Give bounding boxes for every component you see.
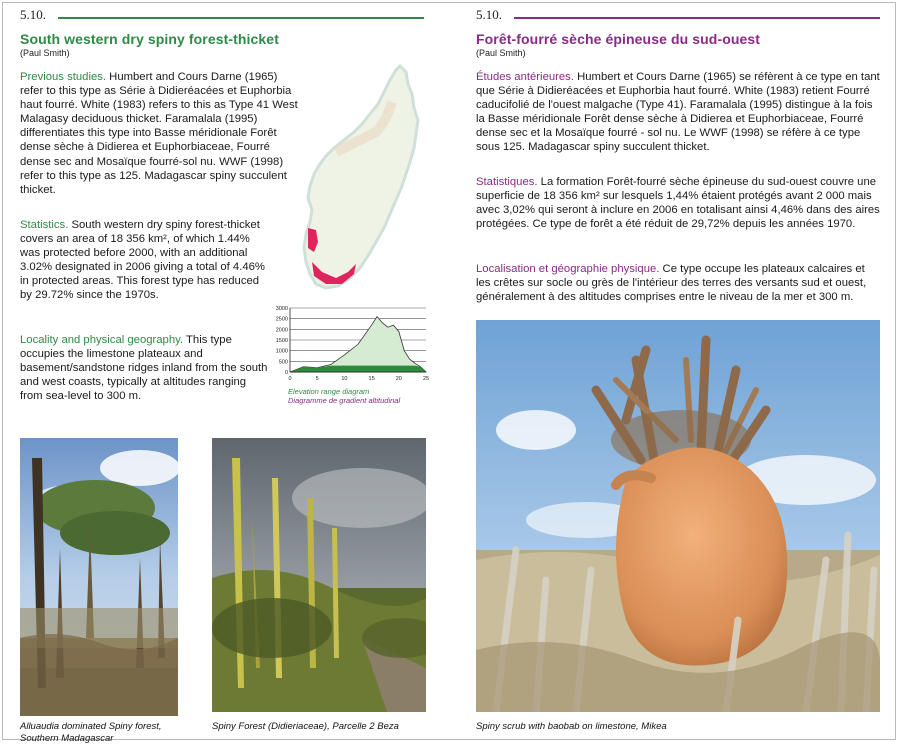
left-statistics xyxy=(20,218,272,303)
left-title: South western dry spiny forest-thicket xyxy=(20,31,279,47)
right-statistics-heading: Statistiques. xyxy=(476,176,538,188)
right-locality-text: Ce type occupe les plateaux calcaires et les crêtes sur socle ou grès de l'intérieur des terres des versants sud et ouest, généralement à des altitudes comprises entre le niveau de la mer et 300 m. xyxy=(476,263,867,304)
caption-photo-baobab: Spiny scrub with baobab on limestone, Mikea xyxy=(476,721,667,732)
y-tick-label: 0 xyxy=(284,370,288,376)
y-tick-label: 2000 xyxy=(275,327,288,334)
right-header-rule xyxy=(514,17,880,19)
forest-range-area xyxy=(290,366,426,372)
x-tick-label: 25 xyxy=(422,376,430,382)
x-tick-label: 0 xyxy=(288,376,292,382)
right-locality-heading: Localisation et géographie physique. xyxy=(476,263,660,275)
photo-baobab-mikea xyxy=(476,320,880,712)
x-tick-label: 20 xyxy=(395,376,402,382)
right-title: Forêt-fourré sèche épineuse du sud-ouest xyxy=(476,31,761,47)
left-locality xyxy=(20,333,268,403)
y-tick-label: 2500 xyxy=(275,316,288,323)
x-tick-label: 15 xyxy=(368,376,375,382)
left-previous-text: Humbert and Cours Darne (1965) refer to this type as Série à Didieréacées et Euphorbia haut fourré. White (1983) refers to this as Type 41 West Malagasy deciduous thicket. Faramalala (1995) differentiates this type into Basse méridionale Forêt dense sèche à Didierea et Euphorbiaceae, Fourré dense sec and Mosaïque fourré-sol nu. WWF (1998) refer to this type as 125. Madagascar spiny succulent thicket. xyxy=(20,71,298,196)
right-previous-text: Humbert et Cours Darne (1965) se réfèrent à ce type en tant que Série à Didieréacées et Euphorbia haut fourré. White (1983) retient Fourré caducifolié de l'ouest malgache (Type 41). Faramalala (1995) distingue à la fois la Basse méridionale Forêt dense sèche à Didierea et Euphorbiaceae, Fourré dense sec et la Mosaïque fourré - sol nu. Le WWF (1998) se réfère à ce type sous 125. Madagascar spiny succulent thicket. xyxy=(476,71,880,154)
left-header-rule xyxy=(58,17,424,19)
right-previous-heading: Études antérieures. xyxy=(476,71,574,83)
left-locality-text: This type occupies the limestone plateaux and basement/sandstone ridges inland from the south and west coasts, typically at altitudes ranging from sea-level to 300 m. xyxy=(20,334,268,403)
right-statistics-text: La formation Forêt-fourré sèche épineuse du sud-ouest couvre une superficie de 18 356 km² sur lesquels 1,44% étaient protégés avant 2 000 mais avec 3,02% qui seront à inclure en 2006 en totalisant ainsi 4,46% dans des aires protégées. Ce type de forêt a été réduit de 29,72% depuis les années 1970. xyxy=(476,176,880,231)
photo-alluaudia-forest xyxy=(20,438,178,716)
x-tick-label: 10 xyxy=(341,376,348,382)
left-previous-heading: Previous studies. xyxy=(20,71,107,83)
right-statistics xyxy=(476,175,880,231)
x-tick-label: 5 xyxy=(315,376,319,382)
madagascar-map xyxy=(296,62,426,298)
left-previous-studies xyxy=(20,70,298,197)
caption-photo-alluaudia-line2: Southern Madagascar xyxy=(20,733,114,744)
madagascar-island-shape xyxy=(304,66,418,288)
y-tick-label: 1500 xyxy=(275,338,288,344)
right-locality xyxy=(476,262,880,304)
left-author: (Paul Smith) xyxy=(20,48,70,58)
left-section-number: 5.10. xyxy=(20,7,46,22)
legend-english: Elevation range diagram xyxy=(288,387,370,396)
y-tick-label: 1000 xyxy=(275,348,288,355)
elevation-chart-legend xyxy=(288,388,400,405)
caption-photo-alluaudia-line1: Alluaudia dominated Spiny forest, xyxy=(20,721,162,732)
left-locality-heading: Locality and physical geography. xyxy=(20,334,184,346)
caption-photo-alluaudia xyxy=(20,721,162,745)
elevation-profile-area xyxy=(290,317,426,372)
right-author: (Paul Smith) xyxy=(476,48,526,58)
right-section-number: 5.10. xyxy=(476,7,502,22)
left-statistics-text: South western dry spiny forest-thicket covers an area of 18 356 km², of which 1.44% was protected before 2000, with an additional 3.02% designated in 2006 giving a total of 4.46% in protected areas. This forest type has reduced by 29.72% since the 1970s. xyxy=(20,219,265,302)
photo-spiny-forest-beza xyxy=(212,438,426,712)
y-tick-label: 3000 xyxy=(275,306,288,312)
left-statistics-heading: Statistics. xyxy=(20,219,69,231)
caption-photo-beza: Spiny Forest (Didieriaceae), Parcelle 2 Beza xyxy=(212,721,399,732)
legend-french: Diagramme de gradient altitudinal xyxy=(288,395,401,405)
right-previous-studies xyxy=(476,70,880,155)
y-tick-label: 500 xyxy=(278,359,288,366)
